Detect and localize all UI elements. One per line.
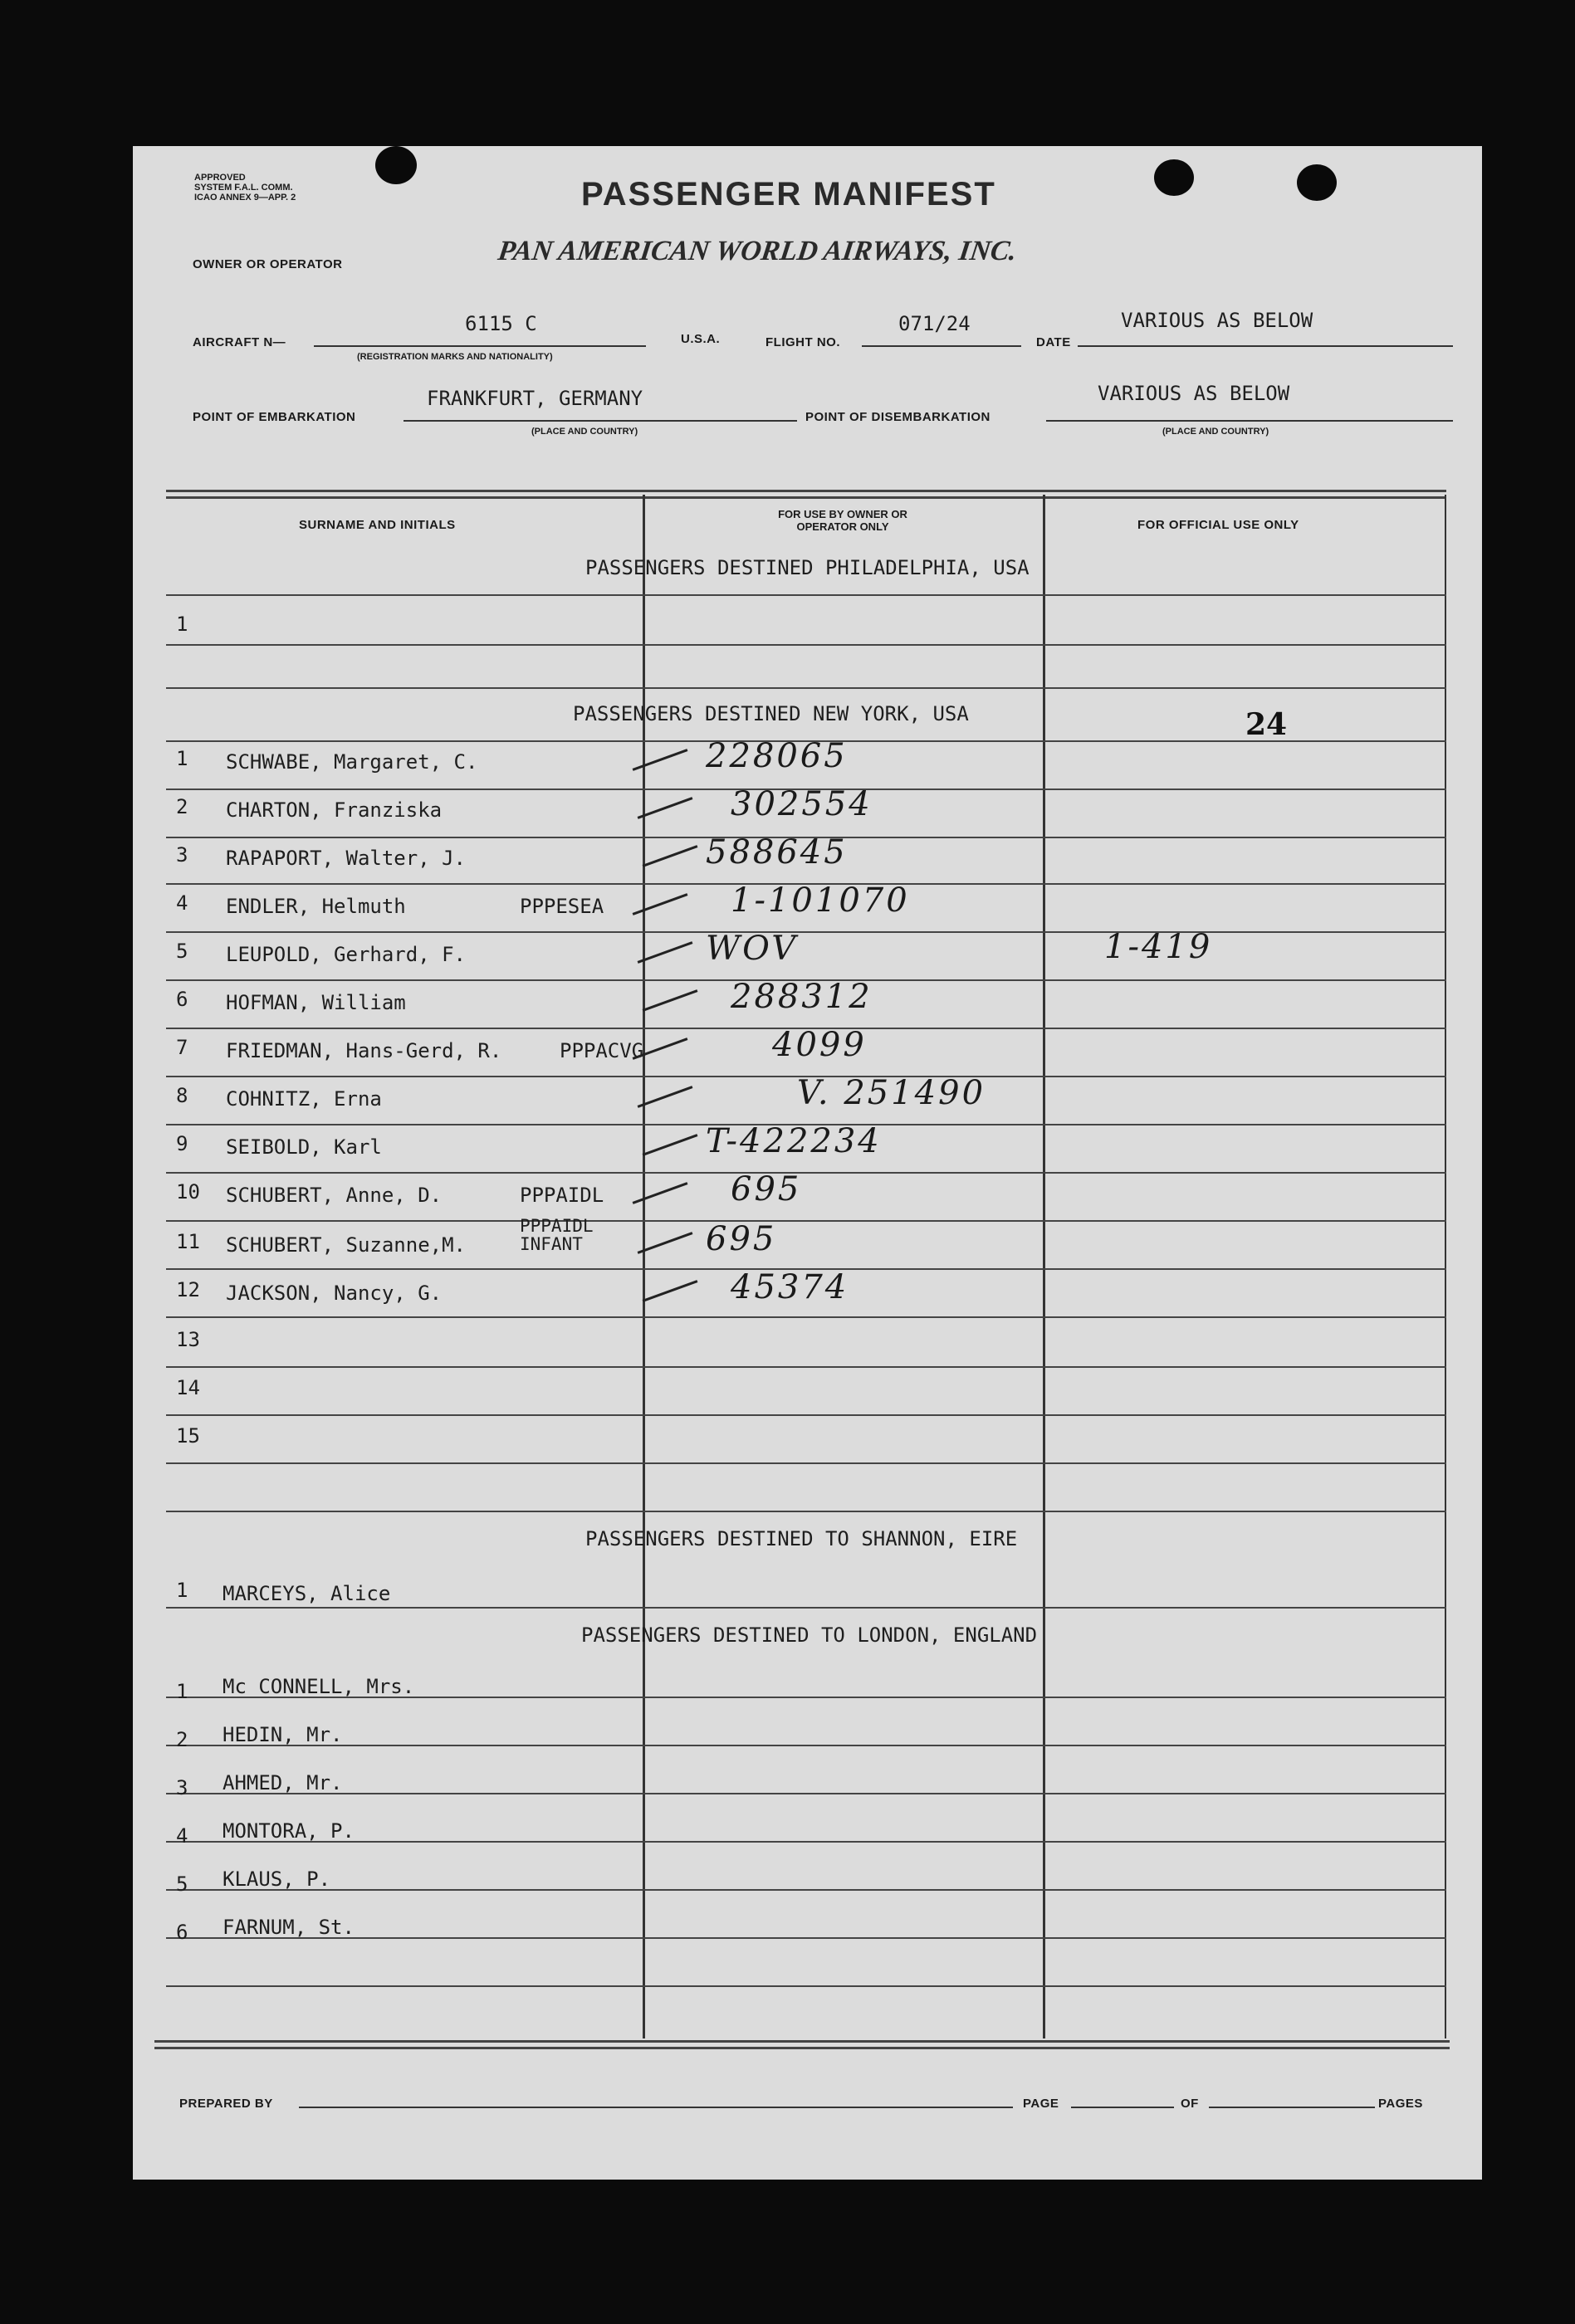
row-number: 13 [176,1328,200,1351]
row-number: 6 [176,988,188,1011]
punch-hole [1297,164,1337,201]
row-rule [166,1745,1446,1746]
footer-pages: PAGES [1378,2097,1423,2111]
flight-value: 071/24 [898,312,971,335]
footer-prepared-by: PREPARED BY [179,2097,273,2111]
date-value: VARIOUS AS BELOW [1121,309,1313,332]
row-rule [166,1414,1446,1416]
row-number: 9 [176,1132,188,1155]
row-rule [166,1462,1446,1464]
row-number: 11 [176,1230,200,1253]
table-right-edge [1445,495,1446,2038]
row-rule [166,687,1446,689]
check-mark [638,1232,693,1254]
section-heading: PASSENGERS DESTINED TO SHANNON, EIRE [585,1527,1018,1550]
handwritten-number: 695 [706,1220,777,1258]
date-underline [1078,345,1453,347]
row-rule [166,1316,1446,1318]
passenger-name: COHNITZ, Erna [226,1087,382,1111]
passenger-count: 24 [1245,707,1288,742]
row-number: 10 [176,1180,200,1204]
row-rule [166,1793,1446,1794]
check-mark [633,749,688,771]
prepared-by-underline [299,2107,1013,2108]
row-number: 5 [176,1872,188,1896]
disembark-value: VARIOUS AS BELOW [1098,382,1290,405]
row-number: 14 [176,1376,200,1399]
passenger-name: SCHUBERT, Suzanne,M. [226,1233,466,1257]
check-mark [638,941,693,964]
approval-line: ICAO ANNEX 9—APP. 2 [194,193,296,203]
row-number: 12 [176,1278,200,1301]
row-rule [166,594,1446,596]
of-underline [1209,2107,1375,2108]
handwritten-number: 45374 [731,1268,849,1306]
row-rule [166,931,1446,933]
handwritten-number: 228065 [706,737,848,775]
place-caption-2: (PLACE AND COUNTRY) [1162,427,1269,437]
row-number: 1 [176,747,188,770]
page-underline [1071,2107,1174,2108]
passenger-name: HEDIN, Mr. [223,1723,343,1746]
embark-value: FRANKFURT, GERMANY [427,387,643,410]
row-rule [166,1366,1446,1368]
check-mark [643,1134,698,1156]
table-top-rule [166,490,1446,492]
passenger-name: SCHWABE, Margaret, C. [226,750,478,774]
passenger-name: HOFMAN, William [226,991,406,1014]
row-number: 7 [176,1036,188,1059]
section-heading: PASSENGERS DESTINED TO LONDON, ENGLAND [581,1623,1038,1647]
aircraft-label: AIRCRAFT N— [193,335,286,349]
passenger-name: LEUPOLD, Gerhard, F. [226,943,466,966]
handwritten-number: 4099 [772,1026,867,1064]
table-bottom-rule [154,2040,1450,2043]
row-rule [166,1985,1446,1987]
approval-line: SYSTEM F.A.L. COMM. [194,183,293,193]
usa-label: U.S.A. [681,332,721,346]
row-rule [166,1172,1446,1174]
section-heading: PASSENGERS DESTINED NEW YORK, USA [573,702,969,725]
row-number: 8 [176,1084,188,1107]
column-header-surname: SURNAME AND INITIALS [299,518,456,532]
row-rule [166,1607,1446,1609]
disembark-underline [1046,420,1453,422]
row-number: 1 [176,1680,188,1703]
footer-page: PAGE [1023,2097,1059,2111]
official-note: 1-419 [1104,928,1213,966]
row-number: 6 [176,1921,188,1944]
check-mark [638,797,693,819]
column-header-owner-use: FOR USE BY OWNER OR OPERATOR ONLY [778,508,907,533]
flight-label: FLIGHT NO. [765,335,840,349]
page-title: PASSENGER MANIFEST [581,176,996,212]
row-rule [166,644,1446,646]
operator-note: PPPAIDL INFANT [520,1216,594,1254]
handwritten-number: WOV [706,930,799,968]
registration-caption: (REGISTRATION MARKS AND NATIONALITY) [357,352,553,362]
row-rule [166,1220,1446,1222]
operator-note: PPPACVG [560,1039,644,1062]
row-number: 2 [176,795,188,818]
row-rule [166,1511,1446,1512]
punch-hole [1154,159,1194,196]
punch-hole [375,146,417,184]
check-mark [638,1086,693,1108]
row-number: 2 [176,1728,188,1751]
column-divider [643,495,645,2038]
passenger-name: KLAUS, P. [223,1868,331,1891]
row-number: 1 [176,613,188,636]
passenger-name: FRIEDMAN, Hans-Gerd, R. [226,1039,502,1062]
table-top-rule [166,496,1446,499]
row-number: 5 [176,940,188,963]
disembark-label: POINT OF DISEMBARKATION [805,410,990,424]
row-number: 3 [176,1776,188,1799]
company-name: PAN AMERICAN WORLD AIRWAYS, INC. [496,236,1019,266]
handwritten-number: 302554 [731,785,873,823]
passenger-name: MONTORA, P. [223,1819,355,1843]
place-caption: (PLACE AND COUNTRY) [531,427,638,437]
handwritten-number: 288312 [731,978,873,1016]
row-number: 15 [176,1424,200,1448]
row-rule [166,1889,1446,1891]
owner-label: OWNER OR OPERATOR [193,257,343,271]
row-number: 3 [176,843,188,867]
embark-underline [404,420,797,422]
passenger-name: CHARTON, Franziska [226,798,443,822]
row-rule [166,1937,1446,1939]
column-header-official: FOR OFFICIAL USE ONLY [1137,518,1299,532]
handwritten-number: 1-101070 [731,881,910,920]
aircraft-value: 6115 C [465,312,537,335]
passenger-name: MARCEYS, Alice [223,1582,391,1605]
passenger-name: SEIBOLD, Karl [226,1135,382,1159]
check-mark [643,989,698,1012]
embark-label: POINT OF EMBARKATION [193,410,356,424]
handwritten-number: V. 251490 [797,1074,986,1112]
row-number: 4 [176,891,188,915]
passenger-name: SCHUBERT, Anne, D. [226,1184,443,1207]
passenger-name: ENDLER, Helmuth [226,895,406,918]
table-bottom-rule [154,2047,1450,2049]
passenger-name: JACKSON, Nancy, G. [226,1282,443,1305]
flight-underline [862,345,1021,347]
row-rule [166,1841,1446,1843]
aircraft-underline [314,345,646,347]
passenger-name: RAPAPORT, Walter, J. [226,847,466,870]
footer-of: OF [1181,2097,1199,2111]
date-label: DATE [1036,335,1071,349]
passenger-name: FARNUM, St. [223,1916,355,1939]
passenger-name: AHMED, Mr. [223,1771,343,1794]
row-number: 4 [176,1824,188,1848]
approval-line: APPROVED [194,173,246,183]
operator-note: PPPAIDL [520,1184,604,1207]
check-mark [643,1280,698,1302]
handwritten-number: 588645 [706,833,848,872]
operator-note: PPPESEA [520,895,604,918]
manifest-paper [133,146,1482,2180]
check-mark [643,845,698,867]
section-heading: PASSENGERS DESTINED PHILADELPHIA, USA [585,556,1030,579]
row-number: 1 [176,1579,188,1602]
column-divider [1043,495,1045,2038]
handwritten-number: 695 [731,1170,802,1208]
handwritten-number: T-422234 [706,1122,882,1160]
passenger-name: Mc CONNELL, Mrs. [223,1675,415,1698]
